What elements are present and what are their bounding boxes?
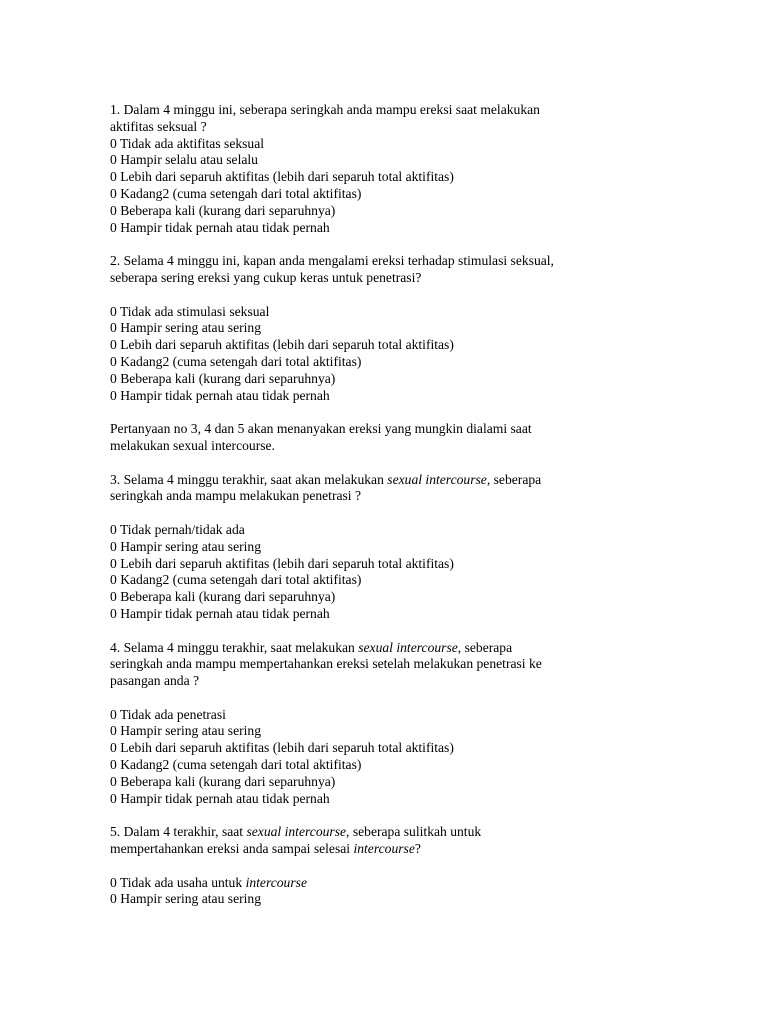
question-2-option-4: 0 Kadang2 (cuma setengah dari total aktifitas) <box>110 353 362 369</box>
question-5-text-line-2-post: ? <box>414 841 421 857</box>
question-2-option-1: 0 Tidak ada stimulasi seksual <box>110 303 270 319</box>
question-5-option-1 <box>110 875 670 892</box>
section-intro <box>110 421 670 455</box>
question-3-options <box>110 522 670 623</box>
question-5-text-line-2-pre: mempertahankan ereksi anda sampai selesai <box>110 841 354 857</box>
question-4-options <box>110 707 670 808</box>
question-2-option-3: 0 Lebih dari separuh aktifitas (lebih dari separuh total aktifitas) <box>110 337 454 353</box>
question-3-option-6: 0 Hampir tidak pernah atau tidak pernah <box>110 605 330 621</box>
question-3-option-5: 0 Beberapa kali (kurang dari separuhnya) <box>110 589 336 605</box>
question-1-option-3: 0 Lebih dari separuh aktifitas (lebih dari separuh total aktifitas) <box>110 169 454 185</box>
question-5-text-emphasis: sexual intercourse <box>246 824 347 840</box>
question-5-text-line-2-emphasis: intercourse <box>353 841 415 857</box>
section-intro-line-1: Pertanyaan no 3, 4 dan 5 akan menanyakan ereksi yang mungkin dialami saat <box>110 421 532 437</box>
question-3-option-1: 0 Tidak pernah/tidak ada <box>110 521 245 537</box>
question-1 <box>110 102 670 236</box>
question-1-text-line-2: aktifitas seksual ? <box>110 118 207 134</box>
question-2-option-6: 0 Hampir tidak pernah atau tidak pernah <box>110 387 330 403</box>
question-3-option-4: 0 Kadang2 (cuma setengah dari total aktifitas) <box>110 572 362 588</box>
question-3-text-post: seberapa <box>490 471 542 487</box>
question-1-option-4: 0 Kadang2 (cuma setengah dari total aktifitas) <box>110 185 362 201</box>
section-intro-line-2: melakukan sexual intercourse. <box>110 437 275 453</box>
question-4-option-4: 0 Kadang2 (cuma setengah dari total aktifitas) <box>110 757 362 773</box>
question-1-text-line-1: 1. Dalam 4 minggu ini, seberapa seringkah anda mampu ereksi saat melakukan <box>110 102 540 117</box>
question-4-option-2: 0 Hampir sering atau sering <box>110 723 261 739</box>
question-3-text-emphasis: sexual intercourse, <box>387 471 491 487</box>
question-4-option-6: 0 Hampir tidak pernah atau tidak pernah <box>110 790 330 806</box>
question-5-text-line-1 <box>110 824 670 841</box>
question-4-text-line-1 <box>110 640 670 657</box>
question-4-text-line-3: pasangan anda ? <box>110 673 200 689</box>
question-3-text-line-2: seringkah anda mampu melakukan penetrasi ? <box>110 488 362 504</box>
question-1-option-5: 0 Beberapa kali (kurang dari separuhnya) <box>110 202 336 218</box>
question-5-option-2: 0 Hampir sering atau sering <box>110 891 261 907</box>
question-5-option-1-pre: 0 Tidak ada usaha untuk <box>110 874 246 890</box>
question-3-option-2: 0 Hampir sering atau sering <box>110 538 261 554</box>
question-1-option-1: 0 Tidak ada aktifitas seksual <box>110 135 265 151</box>
question-5-option-1-emphasis: intercourse <box>245 874 307 890</box>
question-4-text-pre: 4. Selama 4 minggu terakhir, saat melakukan <box>110 639 359 655</box>
question-1-option-6: 0 Hampir tidak pernah atau tidak pernah <box>110 219 330 235</box>
question-4-text-post: , seberapa <box>457 639 513 655</box>
question-1-option-2: 0 Hampir selalu atau selalu <box>110 152 258 168</box>
question-2-text-line-2: seberapa sering ereksi yang cukup keras untuk penetrasi? <box>110 269 422 285</box>
question-5-text-line-2 <box>110 841 670 858</box>
question-2-text-line-1: 2. Selama 4 minggu ini, kapan anda mengalami ereksi terhadap stimulasi seksual, <box>110 253 554 269</box>
question-5-text-post: , seberapa sulitkah untuk <box>346 824 482 840</box>
question-5-options <box>110 875 670 909</box>
question-2-option-2: 0 Hampir sering atau sering <box>110 320 261 336</box>
question-4-option-3: 0 Lebih dari separuh aktifitas (lebih dari separuh total aktifitas) <box>110 740 454 756</box>
question-2 <box>110 253 670 287</box>
question-4 <box>110 640 670 690</box>
question-5 <box>110 824 670 858</box>
document-page <box>110 102 670 925</box>
question-3-text-pre: 3. Selama 4 minggu terakhir, saat akan melakukan <box>110 471 388 487</box>
question-5-text-pre: 5. Dalam 4 terakhir, saat <box>110 824 247 840</box>
question-3-text-line-1 <box>110 472 670 489</box>
question-4-text-emphasis: sexual intercourse <box>358 639 458 655</box>
question-3 <box>110 472 670 506</box>
question-2-options <box>110 304 670 405</box>
question-2-option-5: 0 Beberapa kali (kurang dari separuhnya) <box>110 370 336 386</box>
question-4-text-line-2: seringkah anda mampu mempertahankan ereksi setelah melakukan penetrasi ke <box>110 656 542 672</box>
question-4-option-5: 0 Beberapa kali (kurang dari separuhnya) <box>110 773 336 789</box>
question-4-option-1: 0 Tidak ada penetrasi <box>110 706 226 722</box>
question-3-option-3: 0 Lebih dari separuh aktifitas (lebih dari separuh total aktifitas) <box>110 555 454 571</box>
